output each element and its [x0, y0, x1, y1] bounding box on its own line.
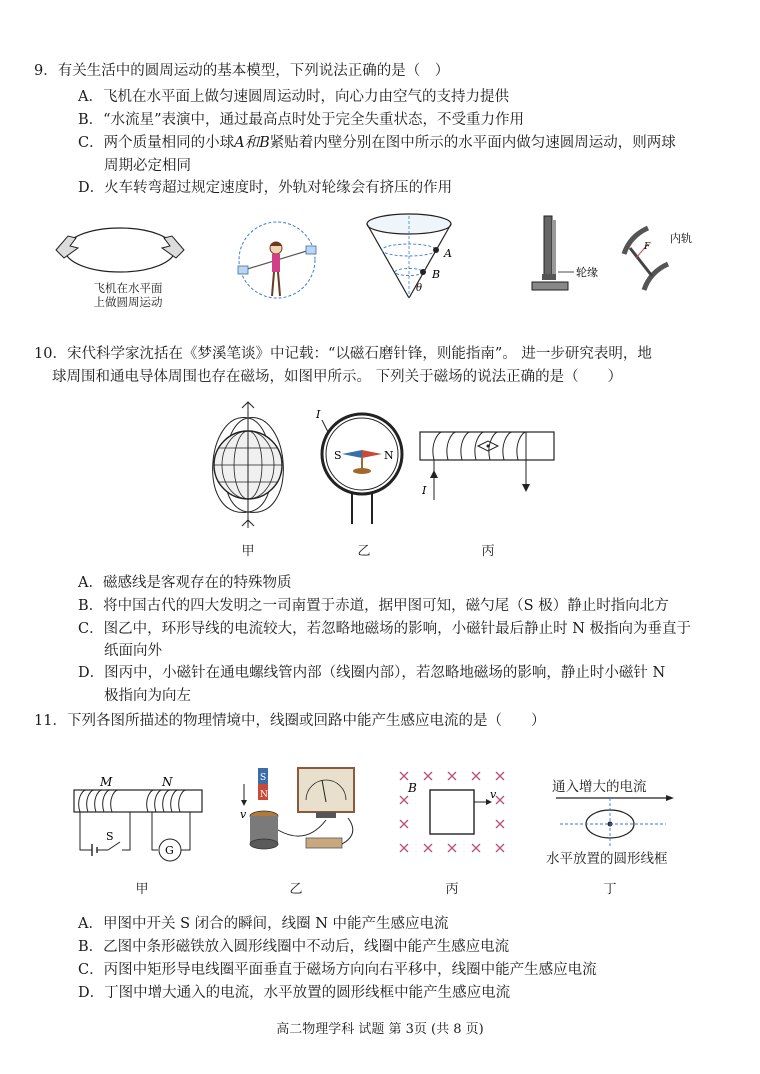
- field-cross: [472, 772, 480, 780]
- q11-fig-loop: [554, 796, 678, 848]
- q10-fig-solenoid: [418, 430, 558, 502]
- field-cross: [448, 844, 456, 852]
- q11-fig-label-g: G: [165, 844, 174, 857]
- field-cross: [448, 772, 456, 780]
- q9-option-a: A．飞机在水平面上做匀速圆周运动时，向心力由空气的支持力提供: [78, 89, 509, 105]
- q11-fig-label-s: S: [106, 830, 114, 843]
- q11-option-c: C．丙图中矩形导电线圈平面垂直于磁场方向向右平移中，线圈中能产生感应电流: [78, 962, 597, 978]
- q9-option-b: B．“水流星”表演中，通过最高点时处于完全失重状态，不受重力作用: [78, 112, 524, 128]
- q9-fig-water-meteor: [232, 218, 322, 308]
- q9-fig-rails: [614, 226, 714, 296]
- q9-option-c-part1: C．两个质量相同的小球: [78, 135, 235, 151]
- q10-fig-label-bing: 丙: [481, 544, 495, 559]
- field-cross: [400, 844, 408, 852]
- q10-fig-label-jia: 甲: [241, 544, 255, 559]
- q11-fig-magnet-s: S: [260, 773, 267, 783]
- q9-option-c: [78, 132, 728, 154]
- q11-fig-label-v: v: [240, 808, 247, 821]
- q10-option-c: C．图乙中，环形导线的电流较大，若忽略地磁场的影响，小磁针最后静止时 N 极指向为垂直于: [78, 621, 691, 637]
- field-cross: [424, 844, 432, 852]
- q10-fig-earth: [196, 400, 301, 530]
- field-cross: [400, 820, 408, 828]
- field-cross: [496, 796, 504, 804]
- q9-fig-caption-line2: 上做圆周运动: [93, 295, 163, 309]
- q10-option-d-cont: 极指向为向左: [104, 688, 191, 704]
- q9-fig-cone: [364, 210, 464, 305]
- q11-fig-coils: [72, 772, 212, 864]
- q10-fig-ring-label-s: S: [334, 449, 342, 462]
- q11-fig-label-jia: 甲: [135, 882, 149, 897]
- field-cross: [400, 796, 408, 804]
- q11-fig-magnet-coil: [236, 764, 380, 862]
- page-footer: 高二物理学科 试题 第 3页 (共 8 页): [276, 1022, 484, 1037]
- q11-fig-label-bing: 丙: [445, 882, 459, 897]
- q11-fig-label-m: M: [100, 775, 113, 789]
- field-cross: [424, 772, 432, 780]
- q9-option-d: D．火车转弯超过规定速度时，外轨对轮缘会有挤压的作用: [78, 180, 453, 196]
- q10-fig-label-yi: 乙: [357, 544, 371, 559]
- field-label-b: B: [408, 781, 417, 795]
- field-cross: [496, 820, 504, 828]
- q11-option-b: B．乙图中条形磁铁放入圆形线圈中不动后，线圈中能产生感应电流: [78, 939, 510, 955]
- q10-fig-ring-label-n: N: [384, 449, 394, 462]
- q10-option-c-cont: 纸面向外: [104, 643, 162, 659]
- q9-option-c-part2: 紧贴着内壁分别在图中所示的水平面内做匀速圆周运动，则两球: [269, 135, 676, 151]
- q10-stem-line1: 10．宋代科学家沈括在《梦溪笔谈》中记载：“以磁石磨针锋，则能指南”。 进一步研究表明，地: [34, 346, 652, 362]
- field-cross: [496, 772, 504, 780]
- q9-fig-label-f: F: [644, 242, 651, 252]
- q9-option-c-cont: 周期必定相同: [104, 158, 191, 174]
- q9-fig-caption-line1: 飞机在水平面: [93, 281, 163, 295]
- q11-option-a: A．甲图中开关 S 闭合的瞬间，线圈 N 中能产生感应电流: [78, 916, 449, 932]
- q10-fig-solenoid-label-i: I: [422, 484, 427, 497]
- q11-fig-label-n: N: [162, 775, 173, 789]
- q9-fig-label-theta: θ: [416, 283, 423, 294]
- q9-option-c-ab: A和B: [234, 135, 270, 151]
- q9-fig-label-inner-rail: 内轨: [670, 232, 692, 245]
- field-label-v: v: [490, 788, 497, 801]
- field-cross: [496, 844, 504, 852]
- q9-stem: 9．有关生活中的圆周运动的基本模型，下列说法正确的是（ ）: [34, 63, 450, 79]
- q11-fig-label-yi: 乙: [289, 882, 303, 897]
- q11-fig-label-ding: 丁: [603, 882, 617, 897]
- field-cross: [400, 772, 408, 780]
- q9-fig-caption: [68, 281, 188, 309]
- q10-option-d: D．图丙中，小磁针在通电螺线管内部（线圈内部），若忽略地磁场的影响，静止时小磁针 N: [78, 665, 666, 681]
- q11-fig-magnetic-field: [396, 768, 526, 864]
- q11-fig-ding-bottom-label: 水平放置的圆形线框: [546, 851, 668, 867]
- q10-option-b: B．将中国古代的四大发明之一司南置于赤道，据甲图可知，磁勺尾（S 极）静止时指向北方: [78, 598, 669, 614]
- q10-option-a: A．磁感线是客观存在的特殊物质: [78, 575, 292, 591]
- q11-stem: 11．下列各图所描述的物理情境中，线圈或回路中能产生感应电流的是（ ）: [34, 713, 546, 729]
- field-cross: [472, 844, 480, 852]
- q9-fig-label-rim: 轮缘: [576, 266, 598, 279]
- q9-fig-label-a: A: [444, 247, 452, 260]
- q9-fig-label-b: B: [432, 268, 441, 281]
- q11-fig-magnet-n: N: [260, 790, 268, 800]
- rectangular-coil: [430, 790, 474, 834]
- q11-option-d: D．丁图中增大通入的电流，水平放置的圆形线框中能产生感应电流: [78, 985, 511, 1001]
- q10-fig-ring-label-i: I: [316, 408, 321, 421]
- q11-fig-ding-top-label: 通入增大的电流: [552, 779, 647, 795]
- q9-fig-train-wheel: [528, 212, 608, 297]
- q10-fig-ring: [314, 408, 414, 526]
- q10-stem-line2: 球周围和通电导体周围也存在磁场，如图甲所示。 下列关于磁场的说法正确的是（ ）: [52, 369, 623, 385]
